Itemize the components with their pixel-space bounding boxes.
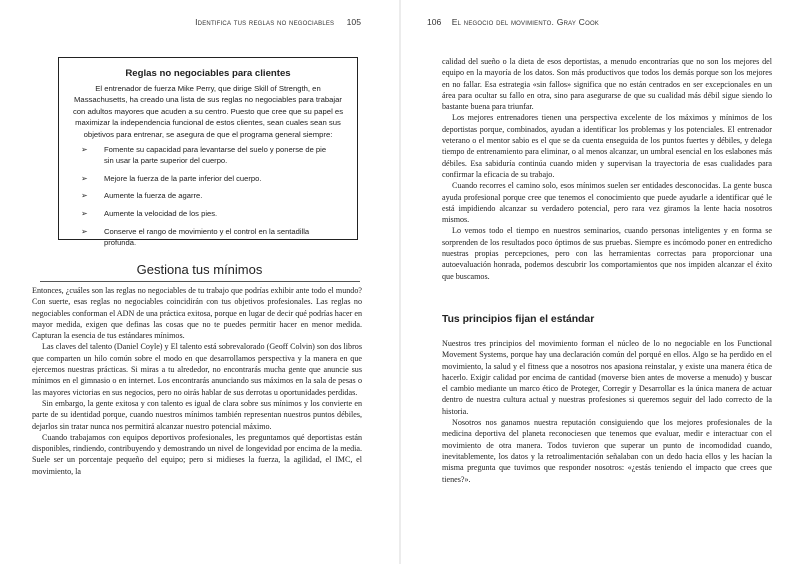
left-page-number: 105 [346,17,361,27]
arrow-bullet-icon: ➢ [81,209,88,219]
arrow-bullet-icon: ➢ [81,145,88,155]
left-body-text [32,285,362,477]
section-heading: Gestiona tus mínimos [136,262,263,277]
left-running-head [195,17,361,27]
arrow-bullet-icon: ➢ [81,227,88,237]
paragraph: Los mejores entrenadores tienen una perspectiva excelente de los máximos y mínimos de los deportistas porque, combinados, ayudan a identificar los problemas y los potenciales. El entrenador veterano o el mentor sabio es el que se da cuenta enseguida de los puntos fuertes y débiles, y delega tiempo de entrenamiento para eliminar, o al menos alcanzar, un umbral esencial en los eslabones más débiles. Esa sabiduría continúa cuando miden y supervisan la trayectoria de esas cualidades para confirmar la eficacia de su trabajo. [442,113,772,179]
right-body-text-top [442,56,772,282]
left-running-head-title: Identifica tus reglas no negociables [195,17,335,27]
paragraph: Nuestros tres principios del movimiento forman el núcleo de lo no negociable en los Functional Movement Systems, porque hay una declaración común del porqué en ellos. Algo se ha perdido en el movimiento, la salud y el fitness que a nosotros nos apasiona reinstalar, y existe una manera ética de hacerlo. Exigir calidad por encima de cantidad (moverse bien antes de moverse a menudo) y buscar el cambio mediante un marco ético de Proteger, Corregir y Desarrollar es la única manera de actuar dentro de nuestra cultura actual y nuestras profesiones si queremos seguir del lado correcto de la historia. [442,339,772,416]
paragraph: Cuando trabajamos con equipos deportivos profesionales, les preguntamos qué deportistas están disponibles, rindiendo, contribuyendo y demostrando un nivel de longevidad por encima de la media. Suele ser un porcentaje pequeño del equipo; pero si midieses la fuerza, la agilidad, el IMC, el movimiento, la [32,432,362,476]
paragraph: Cuando recorres el camino solo, esos mínimos suelen ser entidades desconocidas. La gente busca ayuda profesional porque cree que tenemos el conocimiento que puede ayudarle a identificar qué le está impidiendo alcanzar su verdadero potencial, pero rara vez giramos la lente hacia nosotros mismos. [442,181,772,225]
subheading: Tus principios fijan el estándar [442,314,595,325]
paragraph: calidad del sueño o la dieta de esos deportistas, a menudo encontrarías que no son los mejores del equipo en la mayoría de los datos. Son más productivos que todos los demás porque son los mejores en no fallar. Esa estrategia «sin fallos» significa que no están centrados en ser excepcionales en un área para ocultar su fallo en otra, sino para asegurarse de que su cualidad más débil sigue siendo lo bastante buena para triunfar. [442,57,772,112]
right-running-head-title: El negocio del movimiento. Gray Cook [451,17,600,27]
sidebar-box [58,57,358,247]
sidebar-list-item [81,209,333,220]
paragraph: Sin embargo, la gente exitosa y con talento es igual de clara sobre sus mínimos y los convierte en parte de su identidad porque, cuando nuestros mínimos también representan nuestros puntos débiles, dejarlos sin tratar nunca nos permitirá alcanzar nuestro potencial máximo. [32,398,362,431]
right-page [401,0,800,564]
sidebar-item-text: Aumente la velocidad de los pies. [104,209,218,219]
sidebar-item-text: Fomente su capacidad para levantarse del suelo y ponerse de pie sin usar la parte superior del cuerpo. [104,145,327,165]
arrow-bullet-icon: ➢ [81,173,88,183]
sidebar-item-text: Conserve el rango de movimiento y el control en la sentadilla profunda. [104,227,310,247]
sidebar-list-item [81,174,333,185]
sidebar-list [59,145,357,249]
arrow-bullet-icon: ➢ [81,191,88,201]
heading-rule [40,281,360,282]
sidebar-list-item [81,191,333,202]
paragraph: Entonces, ¿cuáles son las reglas no negociables de tu trabajo que podrías exhibir ante todo el mundo? Con suerte, esas reglas no negociables coincidirán con tus objetivos profesionales. Las reglas no negociables conforman el ADN de una práctica exitosa, porque en lugar de decir qué podrías hacer en mayor medida, exigen que definas las cosas que no te puedes permitir hacer en menor medida. Capturan la esencia de tus estándares mínimos. [32,286,362,341]
left-page [0,0,399,564]
paragraph: Lo vemos todo el tiempo en nuestros seminarios, cuando personas inteligentes y en forma se sorprenden de los resultados poco óptimos de sus pruebas. Siempre es incómodo poner en entredicho nuestras propias percepciones, pero con las herramientas correctas para proporcionar una autoevaluación honrada, podemos descubrir los comportamientos que nos impiden alcanzar el éxito que buscamos. [442,226,772,281]
sidebar-title: Reglas no negociables para clientes [125,68,291,79]
sidebar-item-text: Mejore la fuerza de la parte inferior del cuerpo. [104,173,262,183]
right-body-text-bottom [442,338,772,485]
sidebar-list-item [81,227,333,249]
right-running-head [427,17,599,27]
right-page-number: 106 [427,17,442,27]
sidebar-list-item [81,145,333,167]
sidebar-intro: El entrenador de fuerza Mike Perry, que dirige Skill of Strength, en Massachusetts, ha creado una lista de sus reglas no negociables para trabajar con adultos mayores que acuden a su centro. Puesto que cree que su papel es maximizar la independencia funcional de estos clientes, sean cuales sean sus objetivos para entrenar, se asegura de que el programa general siempre: [72,84,344,139]
paragraph: Nosotros nos ganamos nuestra reputación consiguiendo que los mejores profesionales de la medicina deportiva del planeta reconociesen que tenemos que evaluar, medir e interactuar con el movimiento de otra manera. Todos tuvieron que superar un punto de incomodidad cuando, inevitablemente, los datos y la retroalimentación señalaban con un dedo hacia ellos y les hacían la misma pregunta que tuvimos que responder nosotros: «¿estás teniendo el impacto que crees que tienes?». [442,418,772,484]
paragraph: Las claves del talento (Daniel Coyle) y El talento está sobrevalorado (Geoff Colvin) son dos libros que comparten un hilo común sobre el modo en que desarrollamos perspectiva y la manera en que ejercemos nuestras prácticas. Si miras a tu alrededor, no encontrarás mucha gente que anuncie sus mínimos en el gimnasio o en internet. Los encontrarás anunciando sus máximos en la sala de pesas o las mayores victorias en sus negocios, pero no oirás hablar de sus derrotas u oportunidades perdidas. [32,342,362,397]
sidebar-item-text: Aumente la fuerza de agarre. [104,191,203,201]
